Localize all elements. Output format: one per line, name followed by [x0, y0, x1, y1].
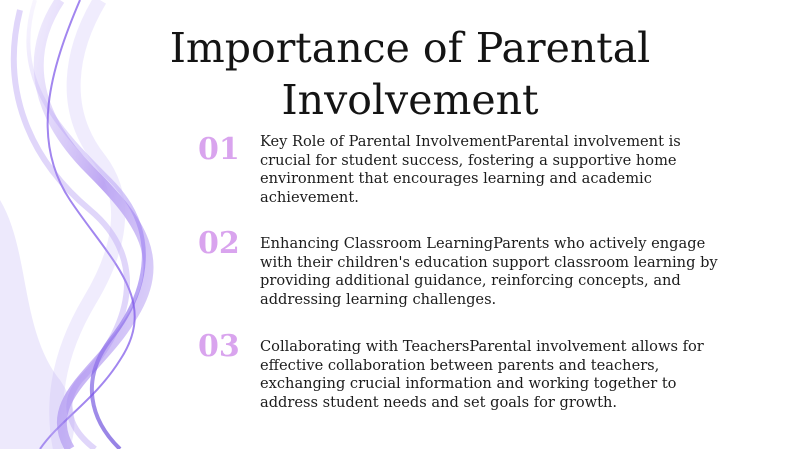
item-text: Enhancing Classroom LearningParents who actively engage with their children's education support classroom learning by providing additional guidance, reinforcing concepts, and addressing learning challenges.	[260, 235, 718, 308]
item-number: 01	[198, 132, 240, 167]
item-text: Collaborating with TeachersParental involvement allows for effective collaboration between parents and teachers, exchanging crucial information and working together to address student needs and set goals for growth.	[260, 338, 704, 411]
item-number: 03	[198, 329, 240, 364]
page-title: Importance of Parental Involvement	[169, 24, 651, 124]
item-text: Key Role of Parental InvolvementParental involvement is crucial for student success, fostering a supportive home environment that encourages learning and academic achievement.	[260, 133, 681, 206]
item-number: 02	[198, 226, 240, 261]
